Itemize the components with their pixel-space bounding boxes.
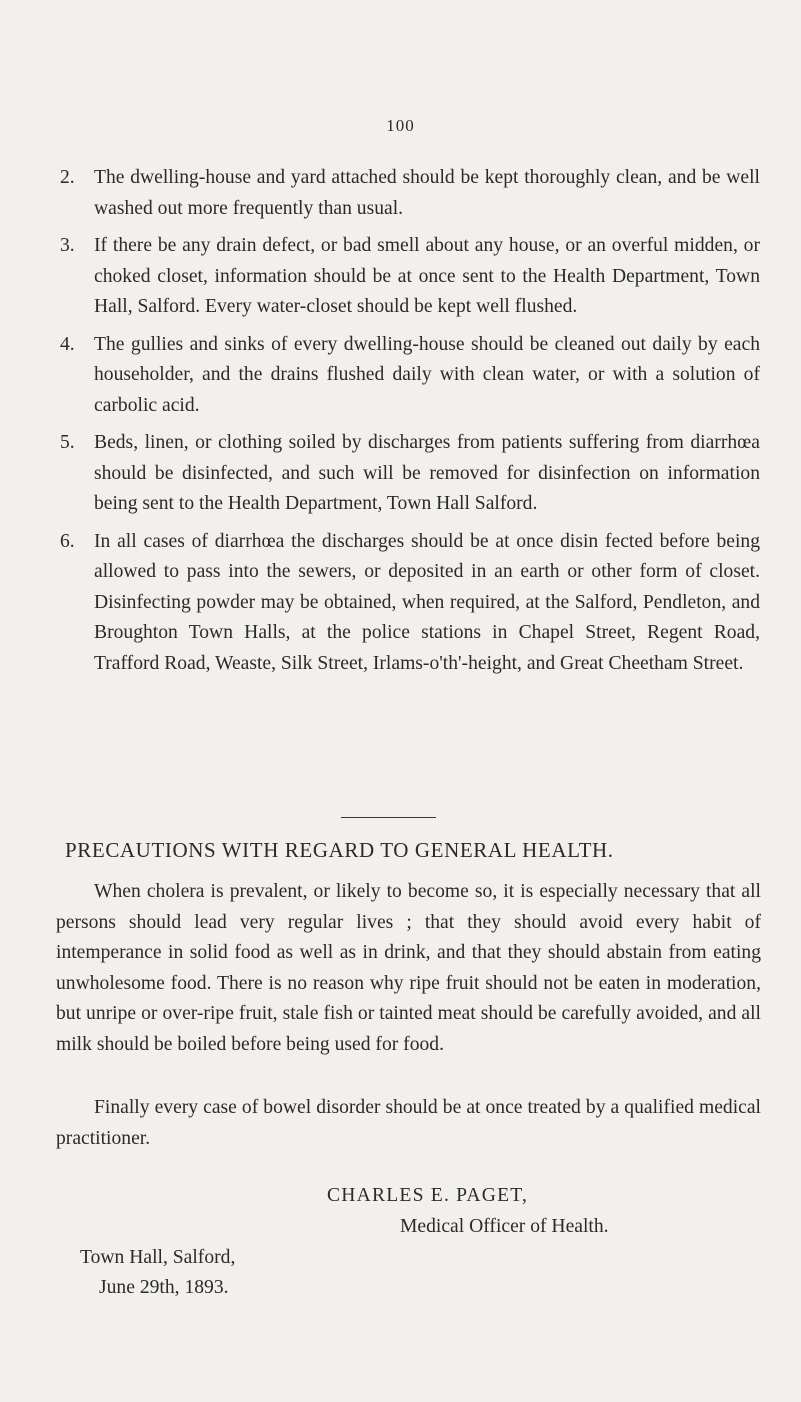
list-item bbox=[60, 231, 760, 323]
date-line: June 29th, 1893. bbox=[99, 1277, 229, 1298]
section-heading: PRECAUTIONS WITH REGARD TO GENERAL HEALTH. bbox=[65, 838, 614, 862]
list-item-text: Beds, linen, or clothing soiled by discharges from patients suffering from diarrhœa should be disinfected, and such will be removed for disinfection on information being sent to the Health Department, Town Hall Salford. bbox=[94, 432, 760, 514]
list-item bbox=[60, 163, 760, 224]
list-item-number: 6. bbox=[60, 530, 75, 552]
list-item-text: The dwelling-house and yard attached should be kept thoroughly clean, and be well washed out more frequently than usual. bbox=[94, 167, 760, 219]
section-divider bbox=[341, 817, 436, 818]
list-item-number: 4. bbox=[60, 333, 75, 355]
numbered-list bbox=[60, 163, 760, 679]
list-item-number: 5. bbox=[60, 432, 75, 453]
body-paragraph: When cholera is prevalent, or likely to become so, it is especially necessary that all persons should lead very regular lives ; that they should avoid every habit of intemperance in solid food as well as in drink, and that they should abstain from eating unwholesome food. There is no reason why ripe fruit should not be eaten in moderation, but unripe or over-ripe fruit, stale fish or tainted meat should be carefully avoided, and all milk should be boiled before being used for food. bbox=[56, 881, 761, 1055]
place-line: Town Hall, Salford, bbox=[80, 1247, 236, 1268]
page-number: 100 bbox=[386, 116, 415, 135]
list-item bbox=[60, 527, 760, 680]
list-item-number: 2. bbox=[60, 167, 75, 188]
list-item bbox=[60, 330, 760, 422]
list-item-number: 3. bbox=[60, 235, 75, 256]
list-item bbox=[60, 428, 760, 520]
body-paragraph: Finally every case of bowel disorder should be at once treated by a qualified medical practitioner. bbox=[56, 1097, 761, 1149]
signature-name: CHARLES E. PAGET, bbox=[327, 1185, 529, 1206]
list-item-text: The gullies and sinks of every dwelling-house should be cleaned out daily by each householder, and the drains flushed daily with clean water, or with a solution of carbolic acid. bbox=[94, 333, 760, 416]
signature-title: Medical Officer of Health. bbox=[400, 1216, 609, 1237]
list-item-text: In all cases of diarrhœa the discharges should be at once disin fected before being allowed to pass into the sewers, or deposited in an earth or other form of closet. Disinfecting powder may be obtained, when required, at the Salford, Pendleton, and Broughton Town Halls, at the police stations in Chapel Street, Regent Road, Trafford Road, Weaste, Silk Street, Irlams-o'th'-height, and Great Cheetham Street. bbox=[94, 530, 760, 674]
list-item-text: If there be any drain defect, or bad smell about any house, or an overful midden, or choked closet, information should be at once sent to the Health Department, Town Hall, Salford. Every water-closet should be kept well flushed. bbox=[94, 235, 760, 317]
